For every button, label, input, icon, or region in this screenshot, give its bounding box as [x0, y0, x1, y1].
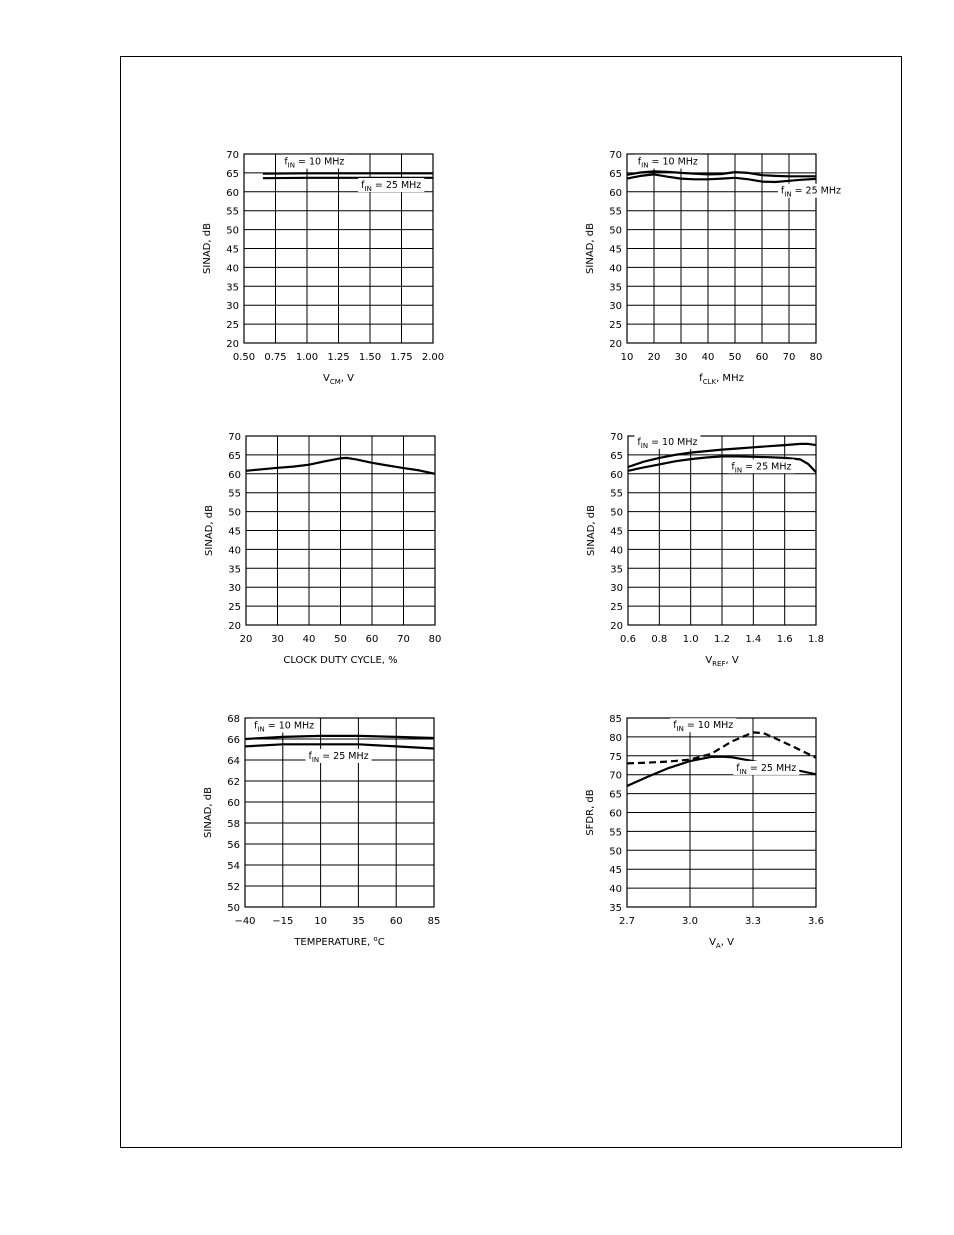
annotation-value: = 25 MHz [742, 461, 792, 473]
x-tick-label: 1.50 [358, 352, 382, 363]
annotation-value: = 25 MHz [371, 180, 422, 192]
x-tick-label: 40 [701, 352, 715, 363]
x-axis-label-unit: C [377, 937, 385, 948]
x-tick-label: −40 [234, 916, 256, 927]
y-tick-label: 70 [228, 432, 241, 443]
y-tick-label: 50 [227, 903, 240, 914]
x-axis-label-suffix: , V [340, 373, 354, 384]
annotation-subscript: IN [734, 466, 743, 475]
x-axis-label-superscript: o [373, 935, 378, 943]
x-axis-label-main: CLOCK DUTY CYCLE, % [283, 655, 398, 666]
x-tick-label: 40 [302, 634, 316, 645]
annotation-symbol: f [637, 156, 642, 168]
y-tick-label: 35 [609, 903, 622, 914]
x-tick-label: 30 [674, 352, 688, 363]
annotation-subscript: IN [676, 725, 684, 734]
y-tick-label: 50 [226, 225, 239, 237]
y-tick-label: 40 [609, 263, 622, 275]
x-axis-label [293, 935, 384, 948]
y-tick-label: 56 [227, 840, 240, 851]
y-tick-label: 70 [609, 770, 622, 782]
y-tick-label: 40 [226, 263, 239, 275]
annotation-value: = 10 MHz [683, 720, 734, 732]
y-tick-label: 20 [610, 621, 623, 632]
y-tick-label: 45 [228, 526, 241, 538]
y-tick-label: 65 [609, 789, 622, 801]
y-tick-label: 62 [227, 777, 240, 788]
y-tick-label: 50 [610, 507, 623, 519]
x-tick-label: 20 [647, 352, 661, 363]
x-tick-label: 0.8 [651, 634, 668, 645]
annotation-subscript: IN [257, 725, 265, 734]
annotation-value: = 25 MHz [791, 185, 842, 197]
x-tick-label: 1.75 [390, 352, 413, 363]
y-tick-label: 30 [609, 301, 622, 313]
x-tick-label: 50 [334, 634, 347, 645]
y-tick-label: 50 [228, 507, 241, 519]
annotation-subscript: IN [739, 767, 747, 776]
x-axis-label-suffix: , MHz [716, 373, 744, 384]
series-line-2 [245, 744, 434, 748]
annotation-subscript: IN [311, 755, 320, 764]
y-tick-label: 25 [610, 602, 623, 614]
x-tick-label: 60 [755, 352, 769, 363]
x-tick-label: 2.7 [619, 916, 635, 927]
y-tick-label: 65 [226, 168, 239, 180]
chart-2 [585, 150, 844, 386]
y-tick-label: 58 [227, 819, 240, 830]
y-axis-label: SFDR, dB [585, 789, 596, 836]
y-tick-label: 45 [609, 865, 622, 877]
y-tick-label: 65 [228, 450, 241, 462]
annotation-value: = 10 MHz [264, 720, 315, 732]
x-tick-label: 30 [271, 634, 284, 645]
annotation-symbol: f [284, 156, 288, 168]
y-tick-label: 45 [610, 526, 623, 538]
x-tick-label: 20 [239, 634, 253, 645]
annotation-value: = 25 MHz [319, 750, 369, 762]
x-tick-label: −15 [272, 916, 294, 927]
chart-6 [585, 714, 824, 950]
x-tick-label: 60 [389, 916, 403, 927]
y-tick-label: 20 [226, 339, 239, 350]
annotation-symbol: f [308, 750, 312, 762]
x-axis-label-suffix: , V [720, 937, 734, 948]
x-axis-label-subscript: CM [329, 378, 341, 386]
chart-4 [586, 432, 824, 668]
annotation-symbol: f [254, 720, 258, 732]
y-tick-label: 60 [609, 808, 622, 820]
y-tick-label: 45 [226, 244, 239, 256]
y-tick-label: 30 [228, 583, 241, 595]
x-tick-label: 0.75 [264, 352, 287, 363]
y-tick-label: 65 [610, 450, 623, 462]
x-tick-label: 0.6 [620, 634, 636, 645]
y-axis-label: SINAD, dB [204, 505, 215, 556]
annotation-value: = 25 MHz [746, 762, 797, 774]
y-tick-label: 20 [228, 621, 241, 632]
y-tick-label: 70 [610, 432, 623, 443]
y-tick-label: 55 [609, 206, 622, 218]
x-axis-label-main: f [699, 373, 703, 384]
x-tick-label: 10 [620, 352, 634, 363]
x-axis-label-main: V [709, 937, 716, 948]
annotation-subscript: IN [287, 161, 295, 170]
y-axis-label: SINAD, dB [586, 505, 597, 556]
annotation-subscript: IN [640, 442, 649, 451]
y-tick-label: 30 [610, 583, 623, 595]
y-tick-label: 30 [226, 301, 239, 313]
y-tick-label: 55 [228, 488, 241, 500]
y-tick-label: 60 [226, 187, 239, 199]
x-axis-label-suffix: , V [725, 655, 739, 666]
y-tick-label: 35 [226, 282, 239, 294]
annotation-value: = 10 MHz [294, 156, 345, 168]
y-tick-label: 55 [226, 206, 239, 218]
x-tick-label: 1.00 [295, 352, 319, 363]
annotation-symbol: f [731, 461, 735, 473]
y-tick-label: 25 [609, 320, 622, 332]
x-tick-label: 35 [352, 916, 365, 927]
x-axis-label-subscript: REF [712, 660, 726, 668]
x-tick-label: 80 [809, 352, 823, 363]
y-axis-label: SINAD, dB [585, 223, 596, 274]
x-tick-label: 3.3 [745, 916, 761, 927]
y-tick-label: 50 [609, 846, 622, 858]
x-tick-label: 50 [728, 352, 742, 363]
y-tick-label: 35 [609, 282, 622, 294]
chart-3 [204, 432, 441, 666]
chart-5 [203, 714, 440, 948]
x-axis-label-main: TEMPERATURE, [294, 937, 374, 948]
x-tick-label: 3.0 [682, 916, 698, 927]
annotation-subscript: IN [641, 161, 649, 170]
x-tick-label: 60 [365, 634, 379, 645]
y-tick-label: 35 [610, 564, 623, 576]
y-tick-label: 60 [609, 187, 622, 199]
chart-1 [202, 150, 444, 386]
x-axis-label-subscript: CLK [702, 378, 717, 386]
y-tick-label: 64 [227, 756, 240, 767]
annotation-symbol: f [637, 437, 641, 449]
x-tick-label: 1.4 [745, 634, 762, 645]
x-axis-label [283, 655, 397, 666]
y-tick-label: 25 [228, 602, 241, 614]
y-axis-label: SINAD, dB [202, 223, 213, 274]
annotation-value: = 10 MHz [648, 156, 698, 168]
y-tick-label: 40 [228, 545, 241, 557]
annotation-symbol: f [780, 185, 785, 197]
x-tick-label: 1.2 [714, 634, 730, 645]
x-tick-label: 1.8 [808, 634, 824, 645]
y-tick-label: 40 [610, 545, 623, 557]
y-axis-label: SINAD, dB [203, 787, 214, 838]
y-tick-label: 80 [609, 732, 622, 744]
x-axis-label [323, 373, 354, 386]
y-tick-label: 20 [609, 339, 622, 350]
x-tick-label: 1.6 [776, 634, 793, 645]
y-tick-label: 85 [609, 714, 622, 725]
y-tick-label: 55 [610, 488, 623, 500]
x-tick-label: 70 [397, 634, 410, 645]
x-tick-label: 2.00 [421, 352, 445, 363]
y-tick-label: 75 [609, 751, 622, 763]
y-tick-label: 25 [226, 320, 239, 332]
x-tick-label: 10 [314, 916, 327, 927]
annotation-symbol: f [361, 180, 365, 192]
annotation-symbol: f [673, 720, 677, 732]
y-tick-label: 60 [227, 798, 240, 809]
y-tick-label: 68 [227, 714, 240, 725]
x-tick-label: 3.6 [808, 916, 824, 927]
x-axis-label [699, 373, 744, 386]
y-tick-label: 66 [227, 735, 240, 746]
x-tick-label: 85 [427, 916, 441, 927]
y-tick-label: 54 [227, 861, 240, 872]
x-tick-label: 1.25 [327, 352, 350, 363]
y-tick-label: 50 [609, 225, 622, 237]
x-tick-label: 0.50 [232, 352, 256, 363]
y-tick-label: 60 [610, 469, 623, 481]
y-tick-label: 55 [609, 827, 622, 839]
annotation-subscript: IN [784, 190, 792, 199]
annotation-symbol: f [736, 762, 740, 774]
y-tick-label: 40 [609, 884, 622, 896]
y-tick-label: 52 [227, 882, 240, 893]
y-tick-label: 65 [609, 168, 622, 180]
x-tick-label: 80 [428, 634, 442, 645]
y-tick-label: 70 [609, 150, 622, 161]
x-axis-label-main: V [705, 655, 713, 666]
annotation-value: = 10 MHz [648, 437, 698, 449]
y-tick-label: 70 [226, 150, 239, 161]
annotation-subscript: IN [364, 185, 372, 194]
y-tick-label: 35 [228, 564, 241, 576]
x-axis-label-subscript: A [715, 942, 721, 950]
x-axis-label-main: V [323, 373, 330, 384]
x-axis-label [709, 937, 734, 950]
y-tick-label: 45 [609, 244, 622, 256]
x-axis-label [705, 655, 739, 668]
x-tick-label: 70 [782, 352, 796, 363]
y-tick-label: 60 [228, 469, 241, 481]
x-tick-label: 1.0 [682, 634, 699, 645]
